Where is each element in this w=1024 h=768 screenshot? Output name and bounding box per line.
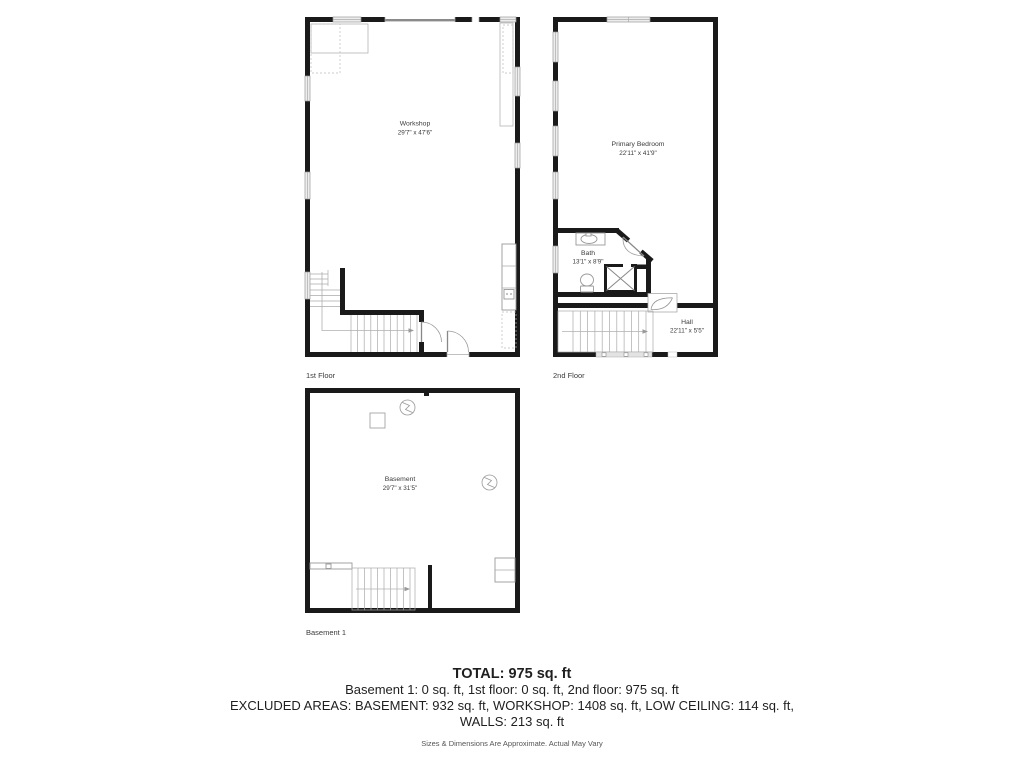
interior-wall [428,565,432,610]
utility-symbol-2 [482,475,497,490]
hall-walls [553,303,718,308]
room-dims-primary-bedroom: 22'11" x 41'9" [619,150,657,157]
excluded-areas-text-line1: EXCLUDED AREAS: BASEMENT: 932 sq. ft, WORKSHOP: 1408 sq. ft, LOW CEILING: 114 sq. ft, [229,698,794,713]
stairs-direction-arrow [643,329,649,334]
room-label-primary-bedroom: Primary Bedroom [611,141,665,148]
room-label-hall: Hall [681,319,693,326]
stairs-direction-arrow [409,328,415,333]
room-label-basement: Basement [384,476,416,483]
entry-door [447,331,469,357]
first-floor-plan [305,17,520,380]
stairs [310,563,415,610]
shower [606,263,647,292]
bath-door [623,237,644,256]
support-post [370,413,385,428]
excluded-areas-text-line2: WALLS: 213 sq. ft [459,714,565,729]
stairs-direction-arrow [405,587,411,592]
floor-label-basement: Basement 1 [306,628,347,637]
cabinets [502,244,516,348]
bath-sink [576,233,605,245]
room-dims-hall: 22'11" x 5'5" [669,327,705,335]
area-summary [0,666,1024,748]
room-dims-bath: 13'1" x 8'9" [572,258,604,266]
top-wall-door-gap [472,17,479,22]
floor-label-second: 2nd Floor [553,371,585,380]
disclaimer-text: Sizes & Dimensions Are Approximate. Actual May Vary [421,739,603,748]
shelf [495,558,515,582]
room-label-workshop: Workshop [399,120,431,128]
room-dims-basement: 29'7" x 31'5" [382,485,418,492]
second-floor-plan [553,17,718,380]
interior-door [422,322,442,342]
total-area-text: TOTAL: 975 sq. ft [452,666,572,682]
per-floor-area-text: Basement 1: 0 sq. ft, 1st floor: 0 sq. ft, 2nd floor: 975 sq. ft [345,682,679,697]
room-dims-workshop: 29'7" x 47'6" [397,129,433,137]
toilet [581,274,594,292]
windows [305,17,520,299]
stairs [558,311,653,352]
utility-symbol-1 [400,400,415,415]
basement-plan [305,388,520,637]
overhead-dashed-outlines [311,23,513,126]
exterior-walls [305,17,520,357]
interior-walls [340,268,424,353]
floor-label-first: 1st Floor [306,371,336,380]
garage-door [385,17,455,22]
sink-icon [504,290,514,300]
room-label-bath: Bath [581,250,595,257]
exterior-walls [305,388,520,613]
faucet-icon [586,233,591,236]
hall-door [648,294,677,313]
